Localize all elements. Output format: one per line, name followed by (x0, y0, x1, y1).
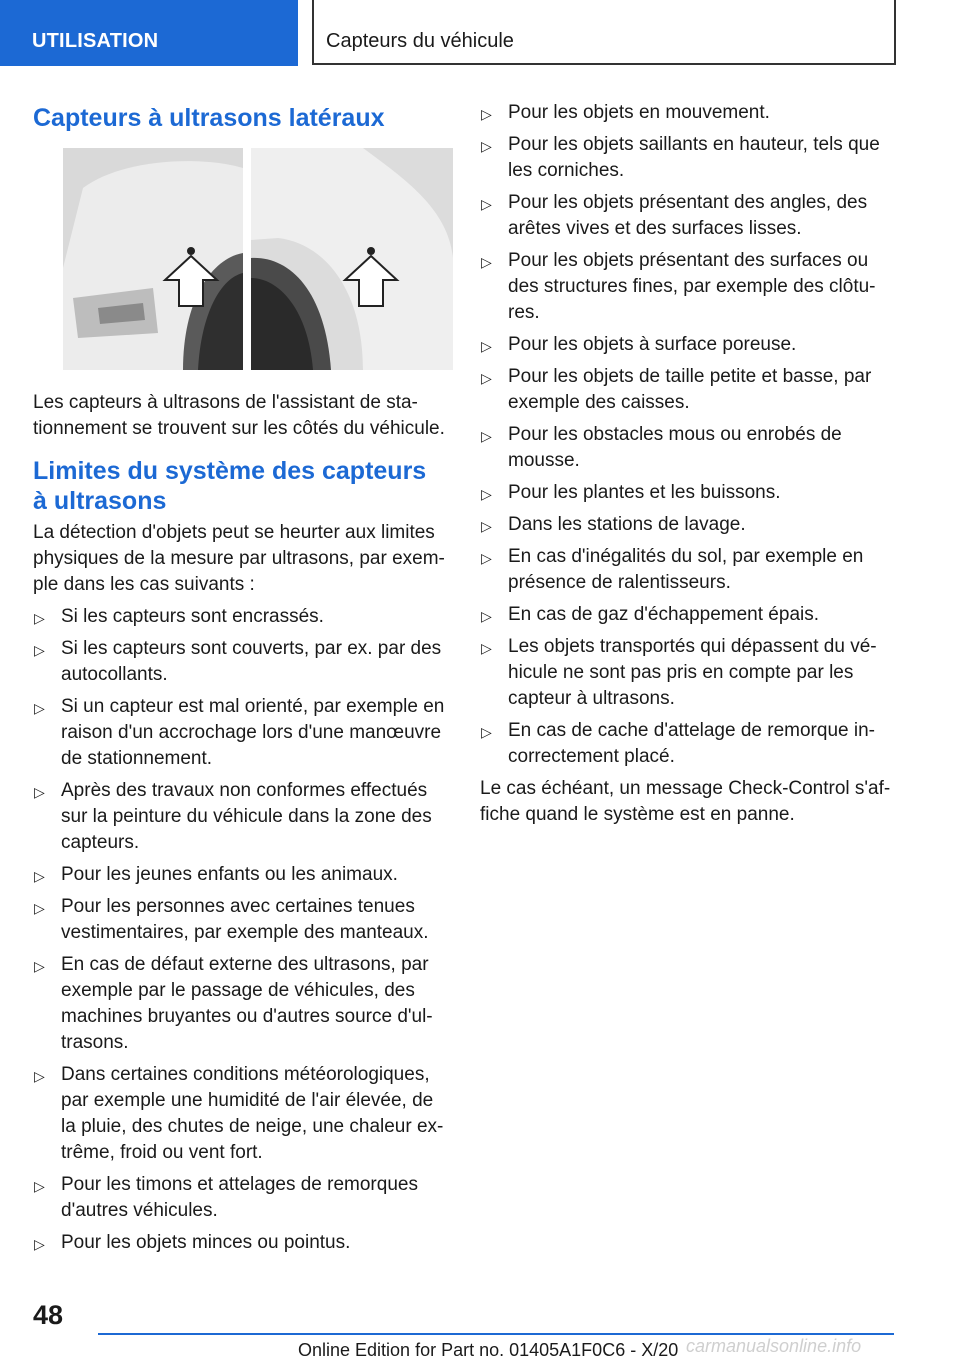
bullet-triangle-icon: ▷ (34, 1068, 45, 1084)
limits-list-left (33, 604, 447, 1256)
list-item: ▷ En cas de gaz d'échappement épais. (480, 602, 895, 628)
bullet-triangle-icon: ▷ (481, 608, 492, 624)
bullet-triangle-icon: ▷ (34, 1236, 45, 1252)
right-column (480, 100, 895, 828)
page-number: 48 (33, 1300, 64, 1330)
list-item: ▷ En cas d'inégalités du sol, par exemple en présence de ralentisseurs. (481, 546, 864, 593)
list-item: ▷ Pour les objets de taille petite et basse, par exemple des caisses. (481, 366, 872, 413)
chapter-label: Capteurs du véhicule (326, 30, 514, 52)
bullet-triangle-icon: ▷ (481, 338, 492, 354)
bullet-triangle-icon: ▷ (481, 254, 492, 270)
bullet-triangle-icon: ▷ (34, 900, 45, 916)
list-item: ▷ Si un capteur est mal orienté, par exemple en raison d'un accrochage lors d'une manœuvre de stationnement. (34, 696, 445, 769)
car-side-sensors-image (63, 148, 453, 370)
section-title: Capteurs à ultrasons latéraux (33, 104, 385, 132)
bullet-triangle-icon: ▷ (34, 700, 45, 716)
bullet-triangle-icon: ▷ (481, 196, 492, 212)
bullet-triangle-icon: ▷ (34, 784, 45, 800)
list-item: ▷ Pour les jeunes enfants ou les animaux. (33, 862, 447, 888)
page-header (0, 0, 960, 66)
bullet-triangle-icon: ▷ (481, 518, 492, 534)
bullet-triangle-icon: ▷ (481, 428, 492, 444)
list-item: ▷ Dans les stations de lavage. (480, 512, 895, 538)
bullet-triangle-icon: ▷ (481, 724, 492, 740)
list-item: ▷ Après des travaux non conformes effectués sur la peinture du véhicule dans la zone des capteurs. (34, 780, 432, 853)
limits-title: Limites du système des capteurs à ultrasons (33, 457, 427, 515)
edition-text: Online Edition for Part no. 01405A1F0C6 - X/20 (298, 1340, 679, 1360)
list-item: ▷ En cas de cache d'attelage de remorque in-correctement placé. (481, 720, 875, 767)
bullet-triangle-icon: ▷ (481, 370, 492, 386)
bullet-triangle-icon: ▷ (481, 640, 492, 656)
list-item: ▷ Pour les plantes et les buissons. (480, 480, 895, 506)
intro-paragraph: Les capteurs à ultrasons de l'assistant de sta-tionnement se trouvent sur les côtés du véhicule. (33, 392, 445, 439)
closing-paragraph: Le cas échéant, un message Check-Control s'af-fiche quand le système est en panne. (480, 778, 891, 825)
list-item: ▷ Si les capteurs sont encrassés. (33, 604, 447, 630)
sensor-location-illustration (63, 148, 453, 370)
watermark: carmanualsonline.info (686, 1336, 862, 1356)
bullet-triangle-icon: ▷ (481, 550, 492, 566)
limits-list-right (480, 100, 895, 770)
list-item: ▷ Si les capteurs sont couverts, par ex. par des autocollants. (34, 638, 442, 685)
list-item: ▷ Dans certaines conditions météorologiques, par exemple une humidité de l'air élevée, de la pluie, des chutes de neige, une chaleur ex-trême, froid ou vent fort. (34, 1064, 444, 1163)
bullet-triangle-icon: ▷ (34, 610, 45, 626)
list-item: ▷ Pour les objets minces ou pointus. (33, 1230, 447, 1256)
list-item: ▷ Les objets transportés qui dépassent du vé-hicule ne sont pas pris en compte par les capteur à ultrasons. (481, 636, 877, 709)
list-item: ▷ Pour les personnes avec certaines tenues vestimentaires, par exemple des manteaux. (34, 896, 429, 943)
list-item: ▷ Pour les objets présentant des surfaces ou des structures fines, par exemple des clôtu-res. (481, 250, 876, 323)
list-item: ▷ Pour les obstacles mous ou enrobés de mousse. (481, 424, 842, 471)
left-column (33, 100, 447, 1262)
list-item: ▷ En cas de défaut externe des ultrasons, par exemple par le passage de véhicules, des machines bruyantes ou d'autres source d'ul-trasons. (34, 954, 433, 1053)
bullet-triangle-icon: ▷ (481, 138, 492, 154)
bullet-triangle-icon: ▷ (34, 642, 45, 658)
bullet-triangle-icon: ▷ (34, 958, 45, 974)
bullet-triangle-icon: ▷ (34, 1178, 45, 1194)
bullet-triangle-icon: ▷ (481, 486, 492, 502)
section-label: UTILISATION (32, 30, 159, 52)
chapter-tab (312, 0, 896, 65)
section-tab (0, 0, 298, 66)
list-item: ▷ Pour les objets en mouvement. (480, 100, 895, 126)
list-item: ▷ Pour les objets saillants en hauteur, tels que les corniches. (481, 134, 880, 181)
list-item: ▷ Pour les timons et attelages de remorques d'autres véhicules. (34, 1174, 418, 1221)
footer-divider (98, 1333, 894, 1335)
limits-intro: La détection d'objets peut se heurter aux limites physiques de la mesure par ultrasons, par exem-ple dans les cas suivants : (33, 522, 445, 595)
list-item: ▷ Pour les objets présentant des angles, des arêtes vives et des surfaces lisses. (481, 192, 868, 239)
list-item: ▷ Pour les objets à surface poreuse. (480, 332, 895, 358)
bullet-triangle-icon: ▷ (34, 868, 45, 884)
bullet-triangle-icon: ▷ (481, 106, 492, 122)
